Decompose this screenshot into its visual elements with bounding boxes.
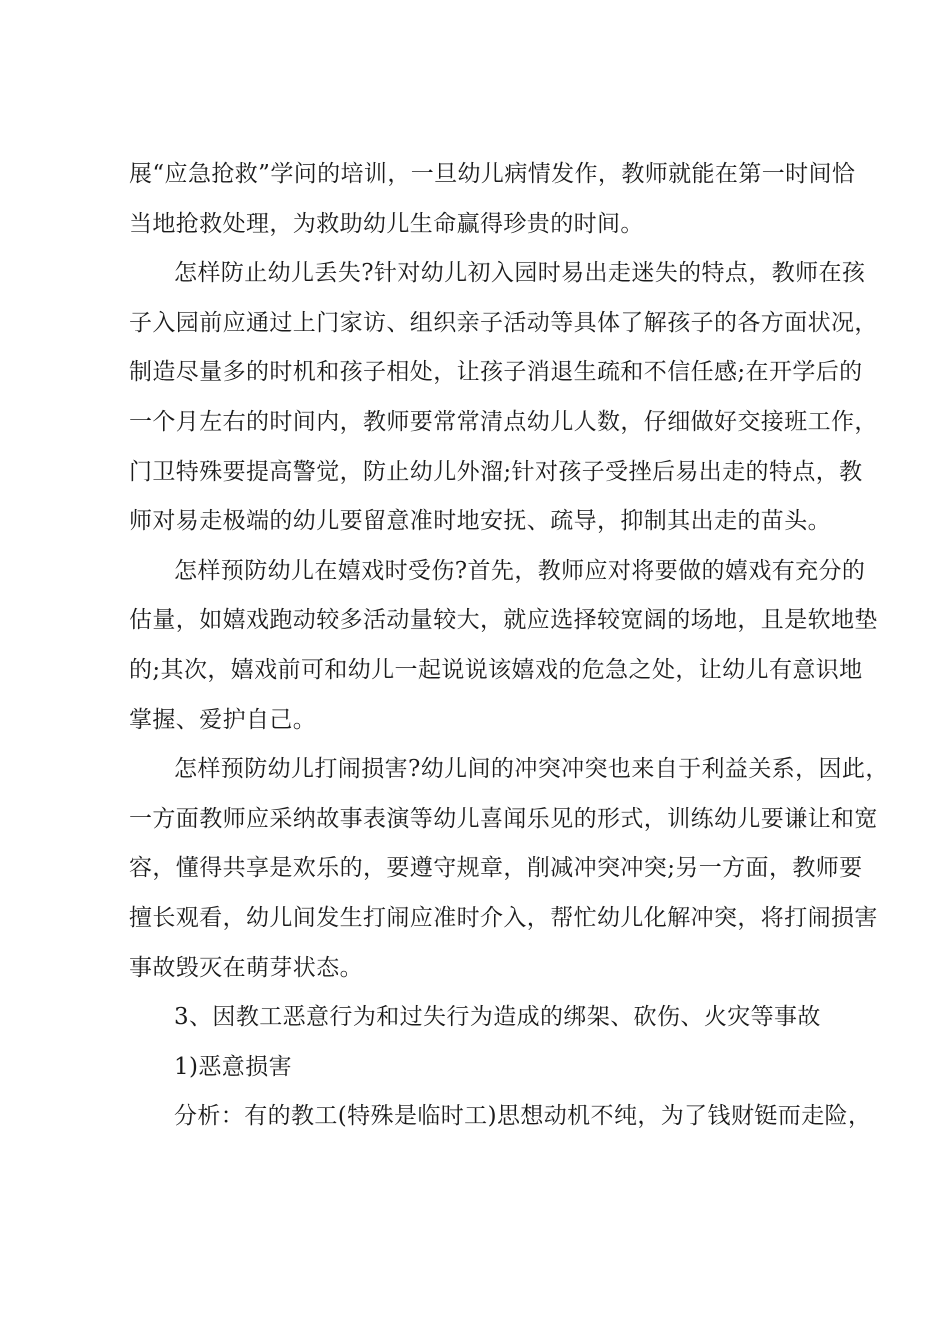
document-body [129,150,889,1142]
text-line: 分析：有的教工(特殊是临时工)思想动机不纯，为了钱财铤而走险， [174,1103,872,1130]
text-line: 掌握、爱护自己。 [129,706,317,733]
text-line: 子入园前应通过上门家访、组织亲子活动等具体了解孩子的各方面状况， [129,309,878,336]
text-line: 的;其次，嬉戏前可和幼儿一起说说该嬉戏的危急之处，让幼儿有意识地 [129,656,863,683]
text-line: 估量，如嬉戏跑动较多活动量较大，就应选择较宽阔的场地，且是软地垫 [129,607,878,634]
text-line: 怎样预防幼儿打闹损害?幼儿间的冲突冲突也来自于利益关系，因此， [174,756,889,783]
text-line: 当地抢救处理，为救助幼儿生命赢得珍贵的时间。 [129,210,644,237]
text-line: 擅长观看，幼儿间发生打闹应准时介入，帮忙幼儿化解冲突，将打闹损害 [129,904,878,931]
text-line: 展“应急抢救”学问的培训，一旦幼儿病情发作，教师就能在第一时间恰 [129,161,856,187]
text-line: 制造尽量多的时机和孩子相处，让孩子消退生疏和不信任感;在开学后的 [129,359,863,386]
text-line: 怎样防止幼儿丢失?针对幼儿初入园时易出走迷失的特点，教师在孩 [174,260,866,287]
text-line: 事故毁灭在萌芽状态。 [129,954,363,981]
subsection-heading: 1)恶意损害 [174,1053,293,1080]
text-line: 师对易走极端的幼儿要留意准时地安抚、疏导，抑制其出走的苗头。 [129,508,831,535]
text-line: 一方面教师应采纳故事表演等幼儿喜闻乐见的形式，训练幼儿要谦让和宽 [129,805,878,832]
section-heading: 3、因教工恶意行为和过失行为造成的绑架、砍伤、火灾等事故 [174,1004,821,1031]
text-line: 怎样预防幼儿在嬉戏时受伤?首先，教师应对将要做的嬉戏有充分的 [174,557,866,584]
text-line: 一个月左右的时间内，教师要常常清点幼儿人数，仔细做好交接班工作， [129,408,878,435]
text-line: 门卫特殊要提高警觉，防止幼儿外溜;针对孩子受挫后易出走的特点，教 [129,458,863,485]
text-line: 容，懂得共享是欢乐的，要遵守规章，削减冲突冲突;另一方面，教师要 [129,855,863,882]
